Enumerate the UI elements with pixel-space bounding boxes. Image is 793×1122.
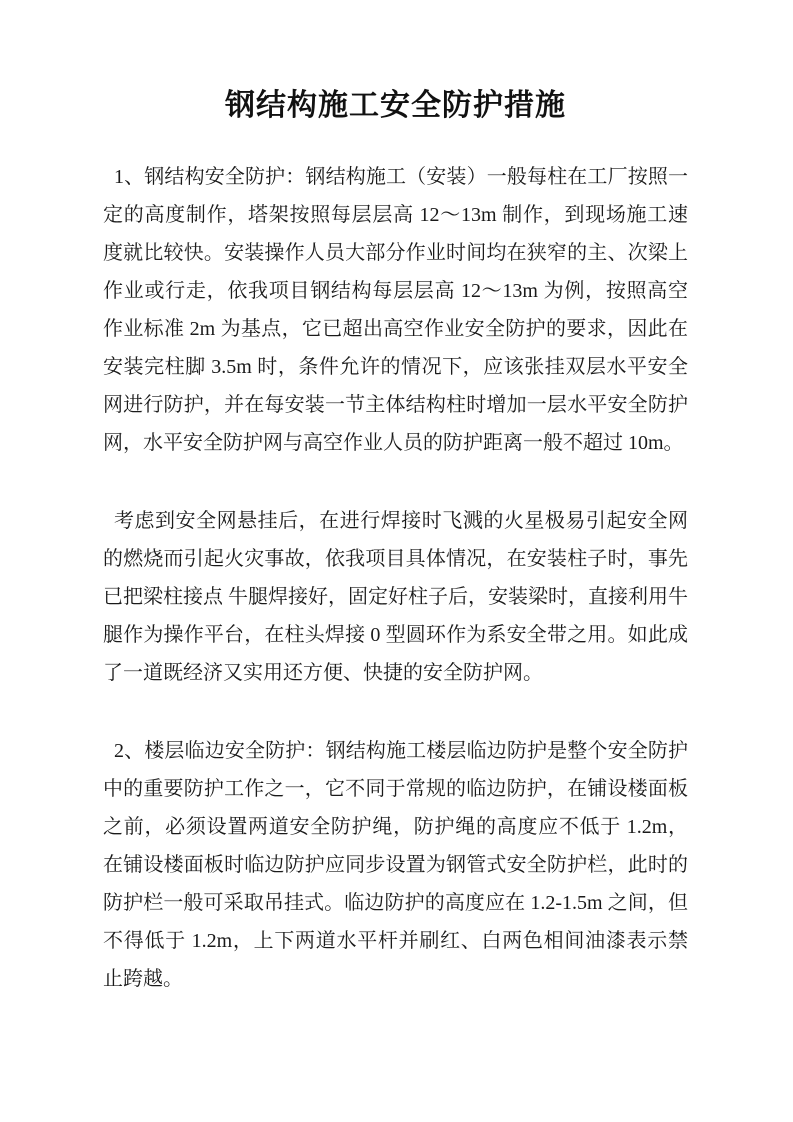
paragraph-floor-edge-protection: 2、楼层临边安全防护：钢结构施工楼层临边防护是整个安全防护中的重要防护工作之一，它不同于常规的临边防护，在铺设楼面板之前，必须设置两道安全防护绳，防护绳的高度应不低于 1.2m，在铺设楼面板时临边防护应同步设置为钢管式安全防护栏，此时的防护栏一般可采取吊挂式。临边防护的高度应在 1.2-1.5m 之间，但不得低于 1.2m，上下两道水平杆并刷红、白两色相间油漆表示禁止跨越。 bbox=[103, 740, 688, 990]
paragraph-safety-net-welding: 考虑到安全网悬挂后，在进行焊接时飞溅的火星极易引起安全网的燃烧而引起火灾事故，依我项目具体情况，在安装柱子时，事先已把梁柱接点 牛腿焊接好，固定好柱子后，安装梁时，直接利用牛腿作为操作平台，在柱头焊接 0 型圆环作为系安全带之用。如此成了一道既经济又实用还方便、快捷的安全防护网。 bbox=[103, 510, 688, 684]
document-title: 钢结构施工安全防护措施 bbox=[225, 89, 566, 122]
paragraph-steel-structure-protection: 1、钢结构安全防护：钢结构施工（安装）一般每柱在工厂按照一定的高度制作，塔架按照每层层高 12～13m 制作，到现场施工速度就比较快。安装操作人员大部分作业时间均在狭窄的主、次梁上作业或行走，依我项目钢结构每层层高 12～13m 为例，按照高空作业标准 2m 为基点，它已超出高空作业安全防护的要求，因此在安装完柱脚 3.5m 时，条件允许的情况下，应该张挂双层水平安全网进行防护，并在每安装一节主体结构柱时增加一层水平安全防护网，水平安全防护网与高空作业人员的防护距离一般不超过 10m。 bbox=[103, 166, 688, 454]
